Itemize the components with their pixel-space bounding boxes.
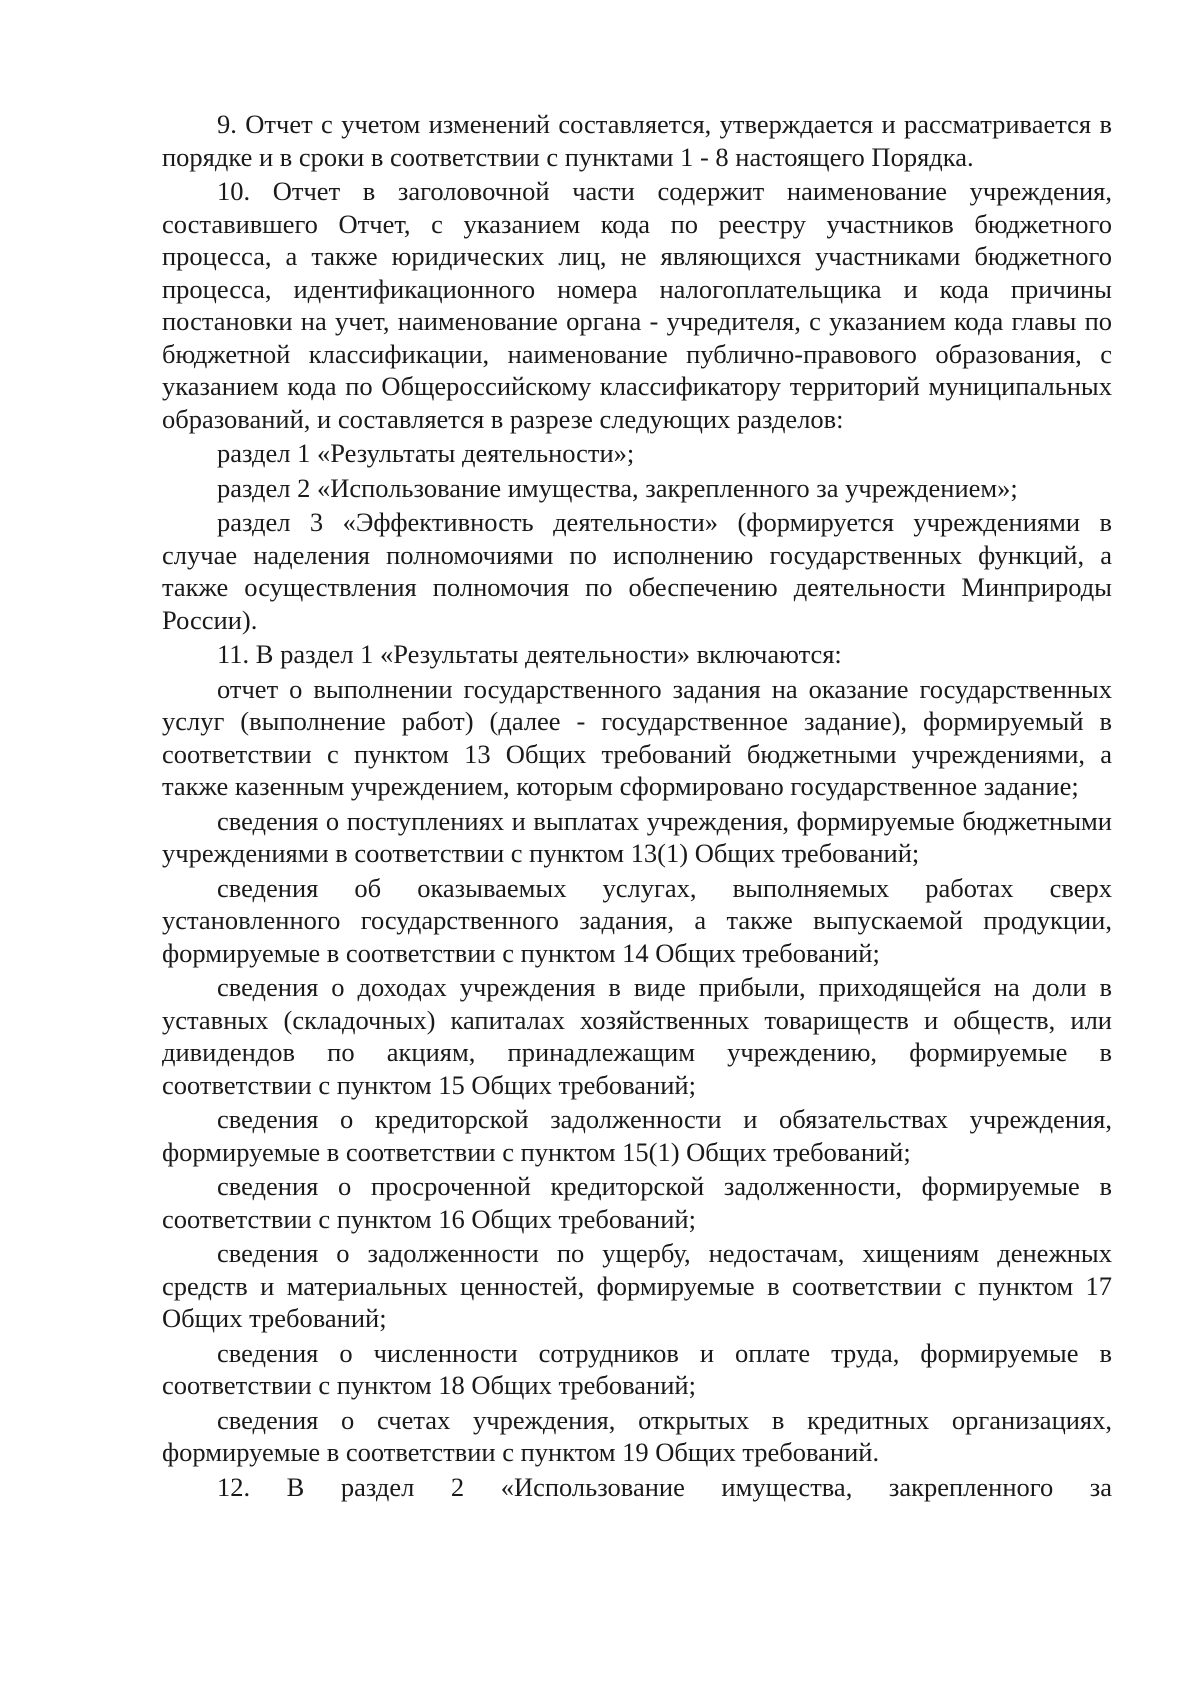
document-body: [162, 108, 1112, 1503]
list-item-state-task-report: отчет о выполнении государственного задания на оказание государственных услуг (выполнение работ) (далее - государственное задание), формируемый в соответствии с пунктом 13 Общих требований бюджетными учреждениями, а также казенным учреждением, которым сформировано государственное задание;: [162, 673, 1112, 801]
list-item-bank-accounts: сведения о счетах учреждения, открытых в кредитных организациях, формируемые в соответствии с пунктом 19 Общих требований.: [162, 1404, 1112, 1467]
list-item-receipts-payments: сведения о поступлениях и выплатах учреждения, формируемые бюджетными учреждениями в соответствии с пунктом 13(1) Общих требований;: [162, 805, 1112, 868]
paragraph-9: 9. Отчет с учетом изменений составляется, утверждается и рассматривается в порядке и в сроки в соответствии с пунктами 1 - 8 настоящего Порядка.: [162, 109, 1112, 172]
list-item-accounts-payable: сведения о кредиторской задолженности и обязательствах учреждения, формируемые в соответствии с пунктом 15(1) Общих требований;: [162, 1104, 1112, 1167]
paragraph-10: 10. Отчет в заголовочной части содержит наименование учреждения, составившего Отчет, с указанием кода по реестру участников бюджетного процесса, а также юридических лиц, не являющихся участниками бюджетного процесса, идентификационного номера налогоплательщика и кода причины постановки на учет, наименование органа - учредителя, с указанием кода главы по бюджетной классификации, наименование публично-правового образования, с указанием кода по Общероссийскому классификатору территорий муниципальных образований, и составляется в разрезе следующих разделов:: [162, 176, 1112, 434]
list-item-staff-salaries: сведения о численности сотрудников и оплате труда, формируемые в соответствии с пунктом 18 Общих требований;: [162, 1337, 1112, 1400]
list-item-section-1: раздел 1 «Результаты деятельности»;: [217, 438, 635, 468]
paragraph-12: 12. В раздел 2 «Использование имущества, закрепленного за: [217, 1471, 1112, 1502]
list-item-services-rendered: сведения об оказываемых услугах, выполняемых работах сверх установленного государственного задания, а также выпускаемой продукции, формируемые в соответствии с пунктом 14 Общих требований;: [162, 872, 1112, 968]
list-item-section-2: раздел 2 «Использование имущества, закрепленного за учреждением»;: [217, 472, 1018, 503]
list-item-profit-income: сведения о доходах учреждения в виде прибыли, приходящейся на доли в уставных (складочных) капиталах хозяйственных товариществ и обществ, или дивидендов по акциям, принадлежащим учреждению, формируемые в соответствии с пунктом 15 Общих требований;: [162, 972, 1112, 1100]
list-item-damage-debt: сведения о задолженности по ущербу, недостачам, хищениям денежных средств и материальных ценностей, формируемые в соответствии с пунктом 17 Общих требований;: [162, 1238, 1112, 1333]
list-item-section-3: раздел 3 «Эффективность деятельности» (формируется учреждениями в случае наделения полномочиями по исполнению государственных функций, а также осуществления полномочия по обеспечению деятельности Минприроды России).: [162, 507, 1112, 635]
paragraph-11: 11. В раздел 1 «Результаты деятельности» включаются:: [217, 639, 842, 669]
list-item-overdue-payables: сведения о просроченной кредиторской задолженности, формируемые в соответствии с пунктом 16 Общих требований;: [162, 1171, 1112, 1234]
